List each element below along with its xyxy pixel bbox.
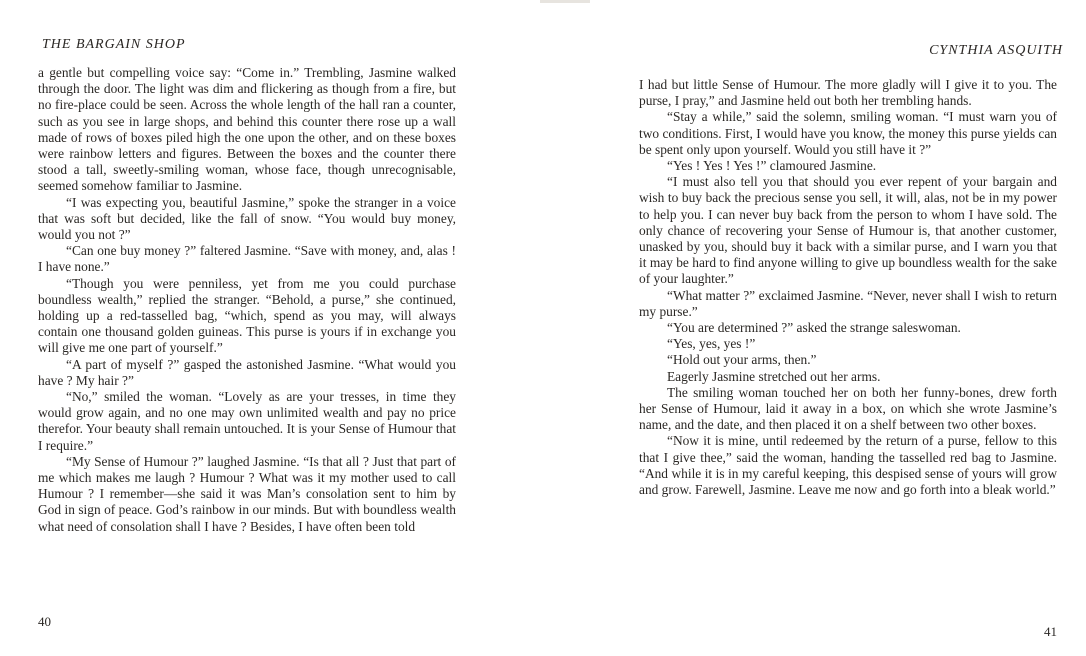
paragraph: “A part of myself ?” gasped the astonished Jasmine. “What would you have ? My hair ?”	[38, 356, 456, 388]
running-head-left: THE BARGAIN SHOP	[42, 37, 186, 52]
paragraph: “I was expecting you, beautiful Jasmine,” spoke the stranger in a voice that was soft but decided, like the fall of snow. “You would buy money, would you not ?”	[38, 194, 456, 243]
left-page-body	[38, 65, 456, 535]
paragraph: Eagerly Jasmine stretched out her arms.	[667, 368, 881, 384]
paragraph: “Now it is mine, until redeemed by the return of a purse, fellow to this that I give thee,” said the woman, handing the tasselled red bag to Jasmine. “And while it is in my careful keeping, this despised sense of yours will grow and grow. Farewell, Jasmine. Leave me now and go forth into a bleak world.”	[639, 433, 1057, 498]
paragraph: “No,” smiled the woman. “Lovely as are your tresses, in time they would grow again, and no one may own unlimited wealth and pay no price therefor. Your beauty shall remain untouched. It is your Sense of Humour that I require.”	[38, 389, 456, 453]
right-page	[639, 0, 1063, 656]
paragraph: I had but little Sense of Humour. The more gladly will I give it to you. The purse, I pray,” and Jasmine held out both her trembling hands.	[639, 77, 1057, 109]
paragraph: “My Sense of Humour ?” laughed Jasmine. “Is that all ? Just that part of me which makes me laugh ? Humour ? What was it my mother used to call Humour ? I remember—she said it was Man’s consolation sent to him by God in sign of peace. God’s rainbow in our minds. But with boundless wealth what need of consolation shall I have ? Besides, I have often been told	[38, 453, 456, 534]
running-head-right: CYNTHIA ASQUITH	[929, 43, 1063, 58]
right-page-body	[639, 77, 1057, 498]
paragraph: “What matter ?” exclaimed Jasmine. “Never, never shall I wish to return my purse.”	[639, 287, 1057, 319]
paragraph: “I must also tell you that should you ever repent of your bargain and wish to buy back the precious sense you sell, it will, alas, not be in my power to help you. I can never buy back from the person to whom I have sold. The only chance of recovering your Sense of Humour is, that another customer, unasked by you, should buy it back with a similar purse, and I warn you that it may be hard to find anyone willing to give up boundless wealth for the sake of your laughter.”	[639, 174, 1057, 287]
paragraph: a gentle but compelling voice say: “Come in.” Trembling, Jasmine walked through the door. The light was dim and flickering as though from a fire, but no fire-place could be seen. Across the whole length of the hall ran a counter, such as you see in large shops, and behind this counter there rose up a wall made of rows of boxes piled high the one upon the other, and on these boxes were rainbow letters and figures. Between the boxes and the counter there stood a tall, sweetly-smiling woman, whose face, though unrecognisable, seemed somehow familiar to Jasmine.	[38, 65, 456, 194]
paragraph: “Stay a while,” said the solemn, smiling woman. “I must warn you of two conditions. First, I would have you know, the money this purse yields can be spent only upon yourself. Would you still have it ?”	[639, 109, 1057, 157]
page-number-left: 40	[38, 614, 51, 629]
paragraph: “Though you were penniless, yet from me you could purchase boundless wealth,” replied the stranger. “Behold, a purse,” she continued, holding up a red-tasselled bag, “which, spend as you may, will always contain one thousand golden guineas. This purse is yours if in exchange you will give me one part of yourself.”	[38, 275, 456, 356]
paragraph: “Yes ! Yes ! Yes !” clamoured Jasmine.	[667, 158, 877, 174]
paragraph: “Can one buy money ?” faltered Jasmine. “Save with money, and, alas ! I have none.”	[38, 243, 456, 275]
paragraph: “Yes, yes, yes !”	[667, 336, 756, 352]
left-page	[38, 0, 456, 656]
page-number-right: 41	[1044, 624, 1057, 639]
paragraph: “You are determined ?” asked the strange saleswoman.	[667, 320, 961, 336]
paragraph: “Hold out your arms, then.”	[667, 352, 817, 368]
paragraph: The smiling woman touched her on both her funny-bones, drew forth her Sense of Humour, laid it away in a box, on which she wrote Jasmine’s name, and the date, and then placed it on a shelf between two other boxes.	[639, 384, 1057, 433]
gutter-mark	[540, 0, 590, 3]
